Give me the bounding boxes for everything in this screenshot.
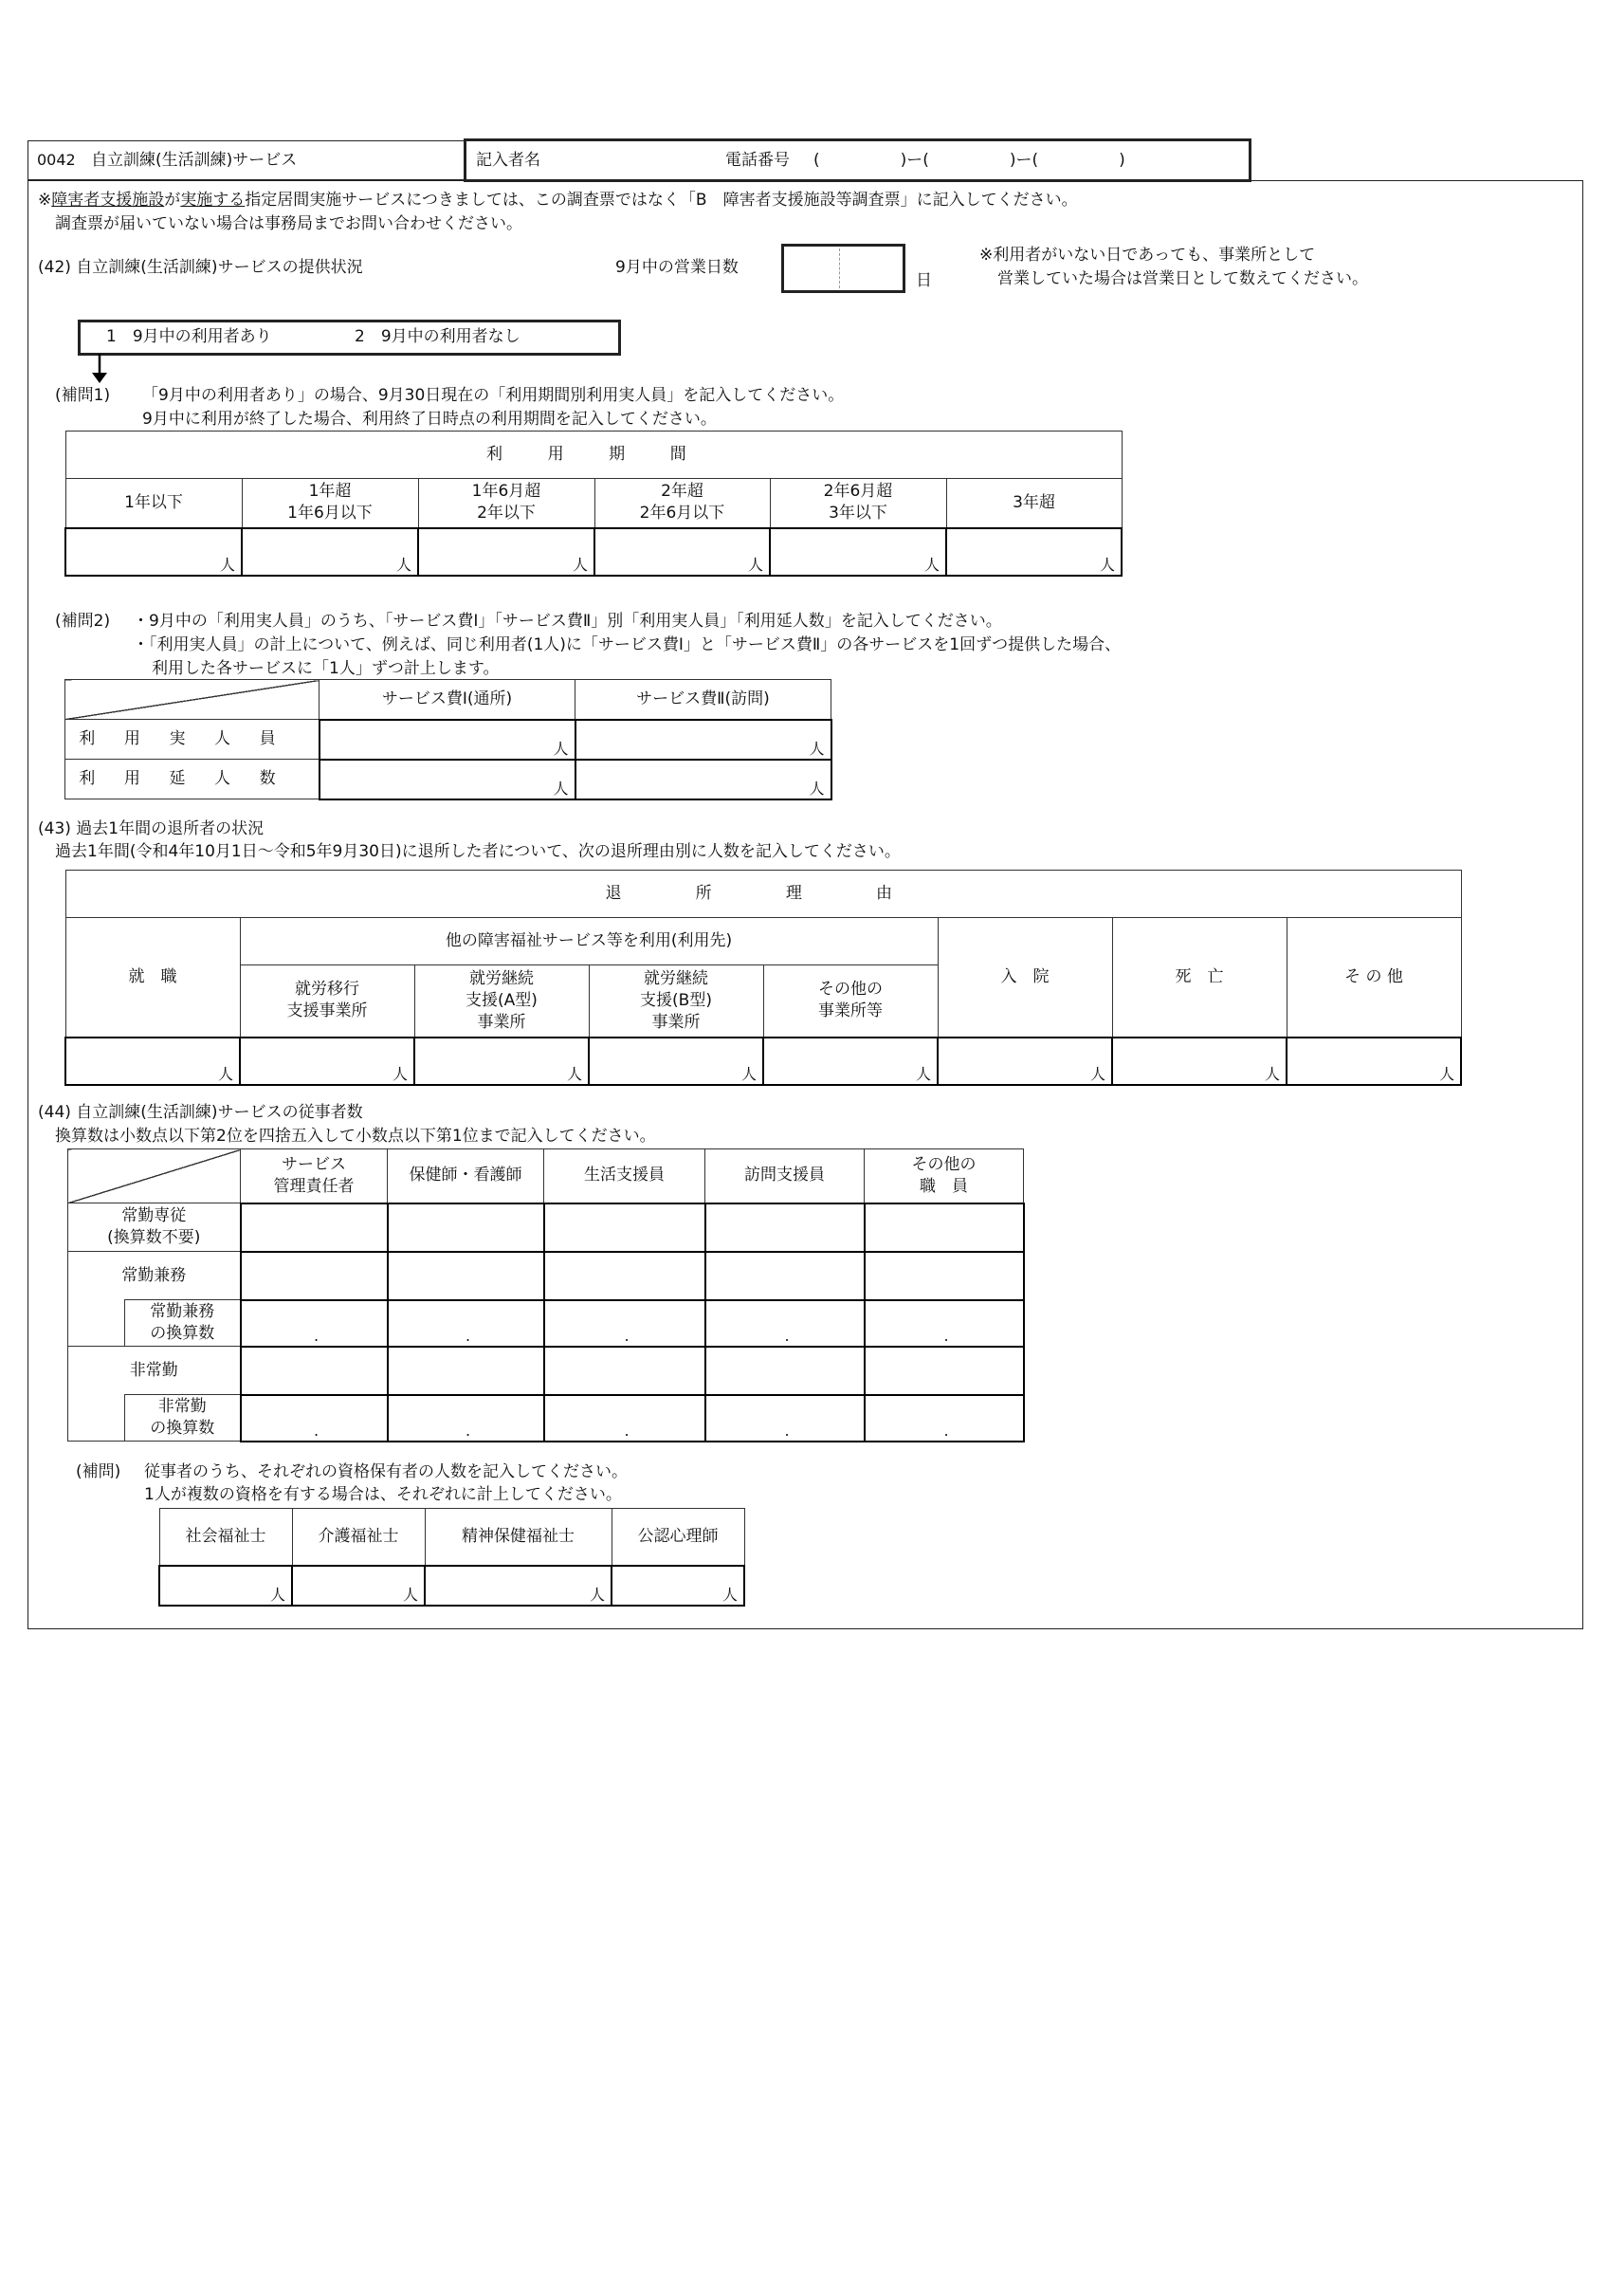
discharge-input-cell[interactable]: 人 bbox=[938, 1038, 1112, 1085]
qualification-col-header: 社会福祉士 bbox=[159, 1509, 292, 1566]
sub44-text-2: 1人が複数の資格を有する場合は、それぞれに計上してください。 bbox=[144, 1485, 622, 1504]
staff-conversion-input[interactable]: . bbox=[388, 1395, 544, 1442]
discharge-input-cell[interactable]: 人 bbox=[763, 1038, 938, 1085]
service-subcol-header: 就労継続 支援(A型) 事業所 bbox=[414, 965, 589, 1038]
service-fee-corner bbox=[65, 680, 320, 720]
choice-users-yes[interactable]: 1 9月中の利用者あり bbox=[106, 327, 272, 346]
staff-input-cell[interactable] bbox=[705, 1203, 865, 1252]
discharge-input-cell[interactable]: 人 bbox=[589, 1038, 763, 1085]
q44-text: 換算数は小数点以下第2位を四捨五入して小数点以下第1位まで記入してください。 bbox=[55, 1127, 656, 1146]
staff-col-header: 生活支援員 bbox=[544, 1149, 705, 1203]
sub1-text-2: 9月中に利用が終了した場合、利用終了日時点の利用期間を記入してください。 bbox=[142, 410, 717, 429]
staff-col-header: 訪問支援員 bbox=[705, 1149, 865, 1203]
qualification-input[interactable]: 人 bbox=[292, 1566, 425, 1606]
service-fee-col-2: サービス費Ⅱ(訪問) bbox=[575, 680, 831, 720]
fee1-actual-input[interactable]: 人 bbox=[320, 720, 575, 760]
sub2-label: (補問2) bbox=[55, 612, 111, 631]
period-input-cell[interactable]: 人 bbox=[946, 528, 1122, 576]
business-days-note-1: ※利用者がいない日であっても、事業所として bbox=[979, 246, 1316, 265]
staff-col-header: 保健師・看護師 bbox=[388, 1149, 544, 1203]
staff-conversion-input[interactable]: . bbox=[544, 1395, 705, 1442]
sub1-label: (補問1) bbox=[55, 386, 111, 405]
other-services-header: 他の障害福祉サービス等を利用(利用先) bbox=[240, 918, 938, 965]
period-input-cell[interactable]: 人 bbox=[65, 528, 242, 576]
period-input-cell[interactable]: 人 bbox=[242, 528, 418, 576]
choice-users-no[interactable]: 2 9月中の利用者なし bbox=[355, 327, 520, 346]
sub2-text-3: 利用した各サービスに「1人」ずつ計上します。 bbox=[152, 659, 500, 678]
recorder-name-field[interactable] bbox=[550, 144, 721, 176]
period-col-header: 3年超 bbox=[946, 479, 1122, 528]
discharge-input-cell[interactable]: 人 bbox=[414, 1038, 589, 1085]
total-users-label: 利用延人数 bbox=[65, 760, 320, 799]
service-subcol-header: その他の 事業所等 bbox=[763, 965, 938, 1038]
staff-input-cell[interactable] bbox=[865, 1252, 1024, 1300]
fulltime-dedicated-label: 常勤専従 (換算数不要) bbox=[68, 1203, 241, 1252]
discharge-input-cell[interactable]: 人 bbox=[240, 1038, 414, 1085]
discharge-input-cell[interactable]: 人 bbox=[65, 1038, 240, 1085]
sub44-label: (補問) bbox=[76, 1462, 121, 1481]
employment-header: 就 職 bbox=[65, 918, 240, 1038]
service-fee-col-1: サービス費Ⅰ(通所) bbox=[320, 680, 575, 720]
fee2-actual-input[interactable]: 人 bbox=[575, 720, 831, 760]
staff-table bbox=[67, 1148, 1025, 1442]
staff-conversion-input[interactable]: . bbox=[241, 1300, 388, 1347]
staff-conversion-input[interactable]: . bbox=[865, 1395, 1024, 1442]
service-name: 自立訓練(生活訓練)サービス bbox=[91, 151, 298, 170]
staff-input-cell[interactable] bbox=[705, 1252, 865, 1300]
staff-conversion-input[interactable]: . bbox=[388, 1300, 544, 1347]
period-col-header: 1年6月超 2年以下 bbox=[418, 479, 594, 528]
staff-input-cell[interactable] bbox=[544, 1203, 705, 1252]
period-col-header: 2年6月超 3年以下 bbox=[770, 479, 946, 528]
parttime-label: 非常勤 bbox=[68, 1347, 241, 1395]
staff-conversion-input[interactable]: . bbox=[544, 1300, 705, 1347]
staff-conversion-input[interactable]: . bbox=[241, 1395, 388, 1442]
fulltime-concurrent-label: 常勤兼務 bbox=[68, 1252, 241, 1300]
staff-corner bbox=[68, 1149, 241, 1203]
staff-input-cell[interactable] bbox=[544, 1252, 705, 1300]
staff-input-cell[interactable] bbox=[865, 1203, 1024, 1252]
discharge-table bbox=[64, 870, 1462, 1086]
period-col-header: 2年超 2年6月以下 bbox=[594, 479, 770, 528]
qualification-col-header: 介護福祉士 bbox=[292, 1509, 425, 1566]
sub1-text-1: 「9月中の利用者あり」の場合、9月30日現在の「利用期間別利用実人員」を記入してください。 bbox=[142, 386, 845, 405]
period-col-header: 1年以下 bbox=[65, 479, 242, 528]
staff-input-cell[interactable] bbox=[865, 1347, 1024, 1395]
business-days-note-2: 営業していた場合は営業日として数えてください。 bbox=[997, 269, 1368, 288]
row-indent bbox=[68, 1300, 125, 1347]
phone-number-field[interactable]: ( )ー( )ー( ) bbox=[813, 151, 1125, 170]
other-reason-header: そ の 他 bbox=[1287, 918, 1461, 1038]
fee2-total-input[interactable]: 人 bbox=[575, 760, 831, 799]
qualification-table bbox=[158, 1508, 745, 1607]
qualification-input[interactable]: 人 bbox=[612, 1566, 744, 1606]
service-subcol-header: 就労継続 支援(B型) 事業所 bbox=[589, 965, 763, 1038]
recorder-label: 記入者名 bbox=[476, 151, 540, 170]
staff-conversion-input[interactable]: . bbox=[865, 1300, 1024, 1347]
staff-col-header: その他の 職 員 bbox=[865, 1149, 1024, 1203]
period-input-cell[interactable]: 人 bbox=[418, 528, 594, 576]
staff-conversion-input[interactable]: . bbox=[705, 1395, 865, 1442]
phone-label: 電話番号 bbox=[725, 151, 790, 170]
q44-title: (44) 自立訓練(生活訓練)サービスの従事者数 bbox=[38, 1103, 363, 1122]
business-days-unit: 日 bbox=[916, 271, 932, 290]
discharge-input-cell[interactable]: 人 bbox=[1112, 1038, 1287, 1085]
staff-input-cell[interactable] bbox=[705, 1347, 865, 1395]
sub44-text-1: 従事者のうち、それぞれの資格保有者の人数を記入してください。 bbox=[144, 1462, 628, 1481]
discharge-input-cell[interactable]: 人 bbox=[1287, 1038, 1461, 1085]
usage-period-header: 利 用 期 間 bbox=[65, 432, 1122, 479]
staff-input-cell[interactable] bbox=[241, 1252, 388, 1300]
service-fee-table bbox=[64, 679, 832, 800]
q43-text: 過去1年間(令和4年10月1日～令和5年9月30日)に退所した者について、次の退所理由別に人数を記入してください。 bbox=[55, 842, 901, 861]
usage-period-table bbox=[64, 431, 1123, 577]
notice-line-1: ※障害者支援施設が実施する指定居間実施サービスにつきましては、この調査票ではなく「B 障害者支援施設等調査票」に記入してください。 bbox=[38, 191, 1078, 210]
staff-conversion-input[interactable]: . bbox=[705, 1300, 865, 1347]
staff-input-cell[interactable] bbox=[388, 1203, 544, 1252]
staff-input-cell[interactable] bbox=[388, 1252, 544, 1300]
fee1-total-input[interactable]: 人 bbox=[320, 760, 575, 799]
business-days-divider bbox=[839, 248, 840, 288]
discharge-header: 退 所 理 由 bbox=[65, 871, 1461, 918]
business-days-input[interactable] bbox=[781, 244, 905, 293]
sub2-text-2: ・「利用実人員」の計上について、例えば、同じ利用者(1人)に「サービス費Ⅰ」と「サービス費Ⅱ」の各サービスを1回ずつ提供した場合、 bbox=[133, 635, 1122, 654]
hospital-header: 入 院 bbox=[938, 918, 1112, 1038]
row-indent bbox=[68, 1395, 125, 1442]
staff-input-cell[interactable] bbox=[388, 1347, 544, 1395]
concurrent-conversion-label: 常勤兼務 の換算数 bbox=[125, 1300, 241, 1347]
arrow-down-icon bbox=[90, 354, 109, 384]
notice-line-2: 調査票が届いていない場合は事務局までお問い合わせください。 bbox=[55, 214, 522, 233]
qualification-col-header: 公認心理師 bbox=[612, 1509, 744, 1566]
actual-users-label: 利用実人員 bbox=[65, 720, 320, 760]
qualification-input[interactable]: 人 bbox=[159, 1566, 292, 1606]
death-header: 死 亡 bbox=[1112, 918, 1287, 1038]
staff-input-cell[interactable] bbox=[241, 1203, 388, 1252]
qualification-col-header: 精神保健福祉士 bbox=[425, 1509, 612, 1566]
q43-title: (43) 過去1年間の退所者の状況 bbox=[38, 819, 265, 838]
period-input-cell[interactable]: 人 bbox=[594, 528, 770, 576]
sub2-text-1: ・9月中の「利用実人員」のうち、「サービス費Ⅰ」「サービス費Ⅱ」別「利用実人員」「利用延人数」を記入してください。 bbox=[133, 612, 1002, 631]
parttime-conversion-label: 非常勤 の換算数 bbox=[125, 1395, 241, 1442]
period-input-cell[interactable]: 人 bbox=[770, 528, 946, 576]
staff-input-cell[interactable] bbox=[544, 1347, 705, 1395]
qualification-input[interactable]: 人 bbox=[425, 1566, 612, 1606]
staff-input-cell[interactable] bbox=[241, 1347, 388, 1395]
period-col-header: 1年超 1年6月以下 bbox=[242, 479, 418, 528]
business-days-label: 9月中の営業日数 bbox=[615, 258, 739, 277]
service-subcol-header: 就労移行 支援事業所 bbox=[240, 965, 414, 1038]
q42-title: (42) 自立訓練(生活訓練)サービスの提供状況 bbox=[38, 258, 363, 277]
service-code: 0042 bbox=[37, 151, 76, 169]
staff-col-header: サービス 管理責任者 bbox=[241, 1149, 388, 1203]
